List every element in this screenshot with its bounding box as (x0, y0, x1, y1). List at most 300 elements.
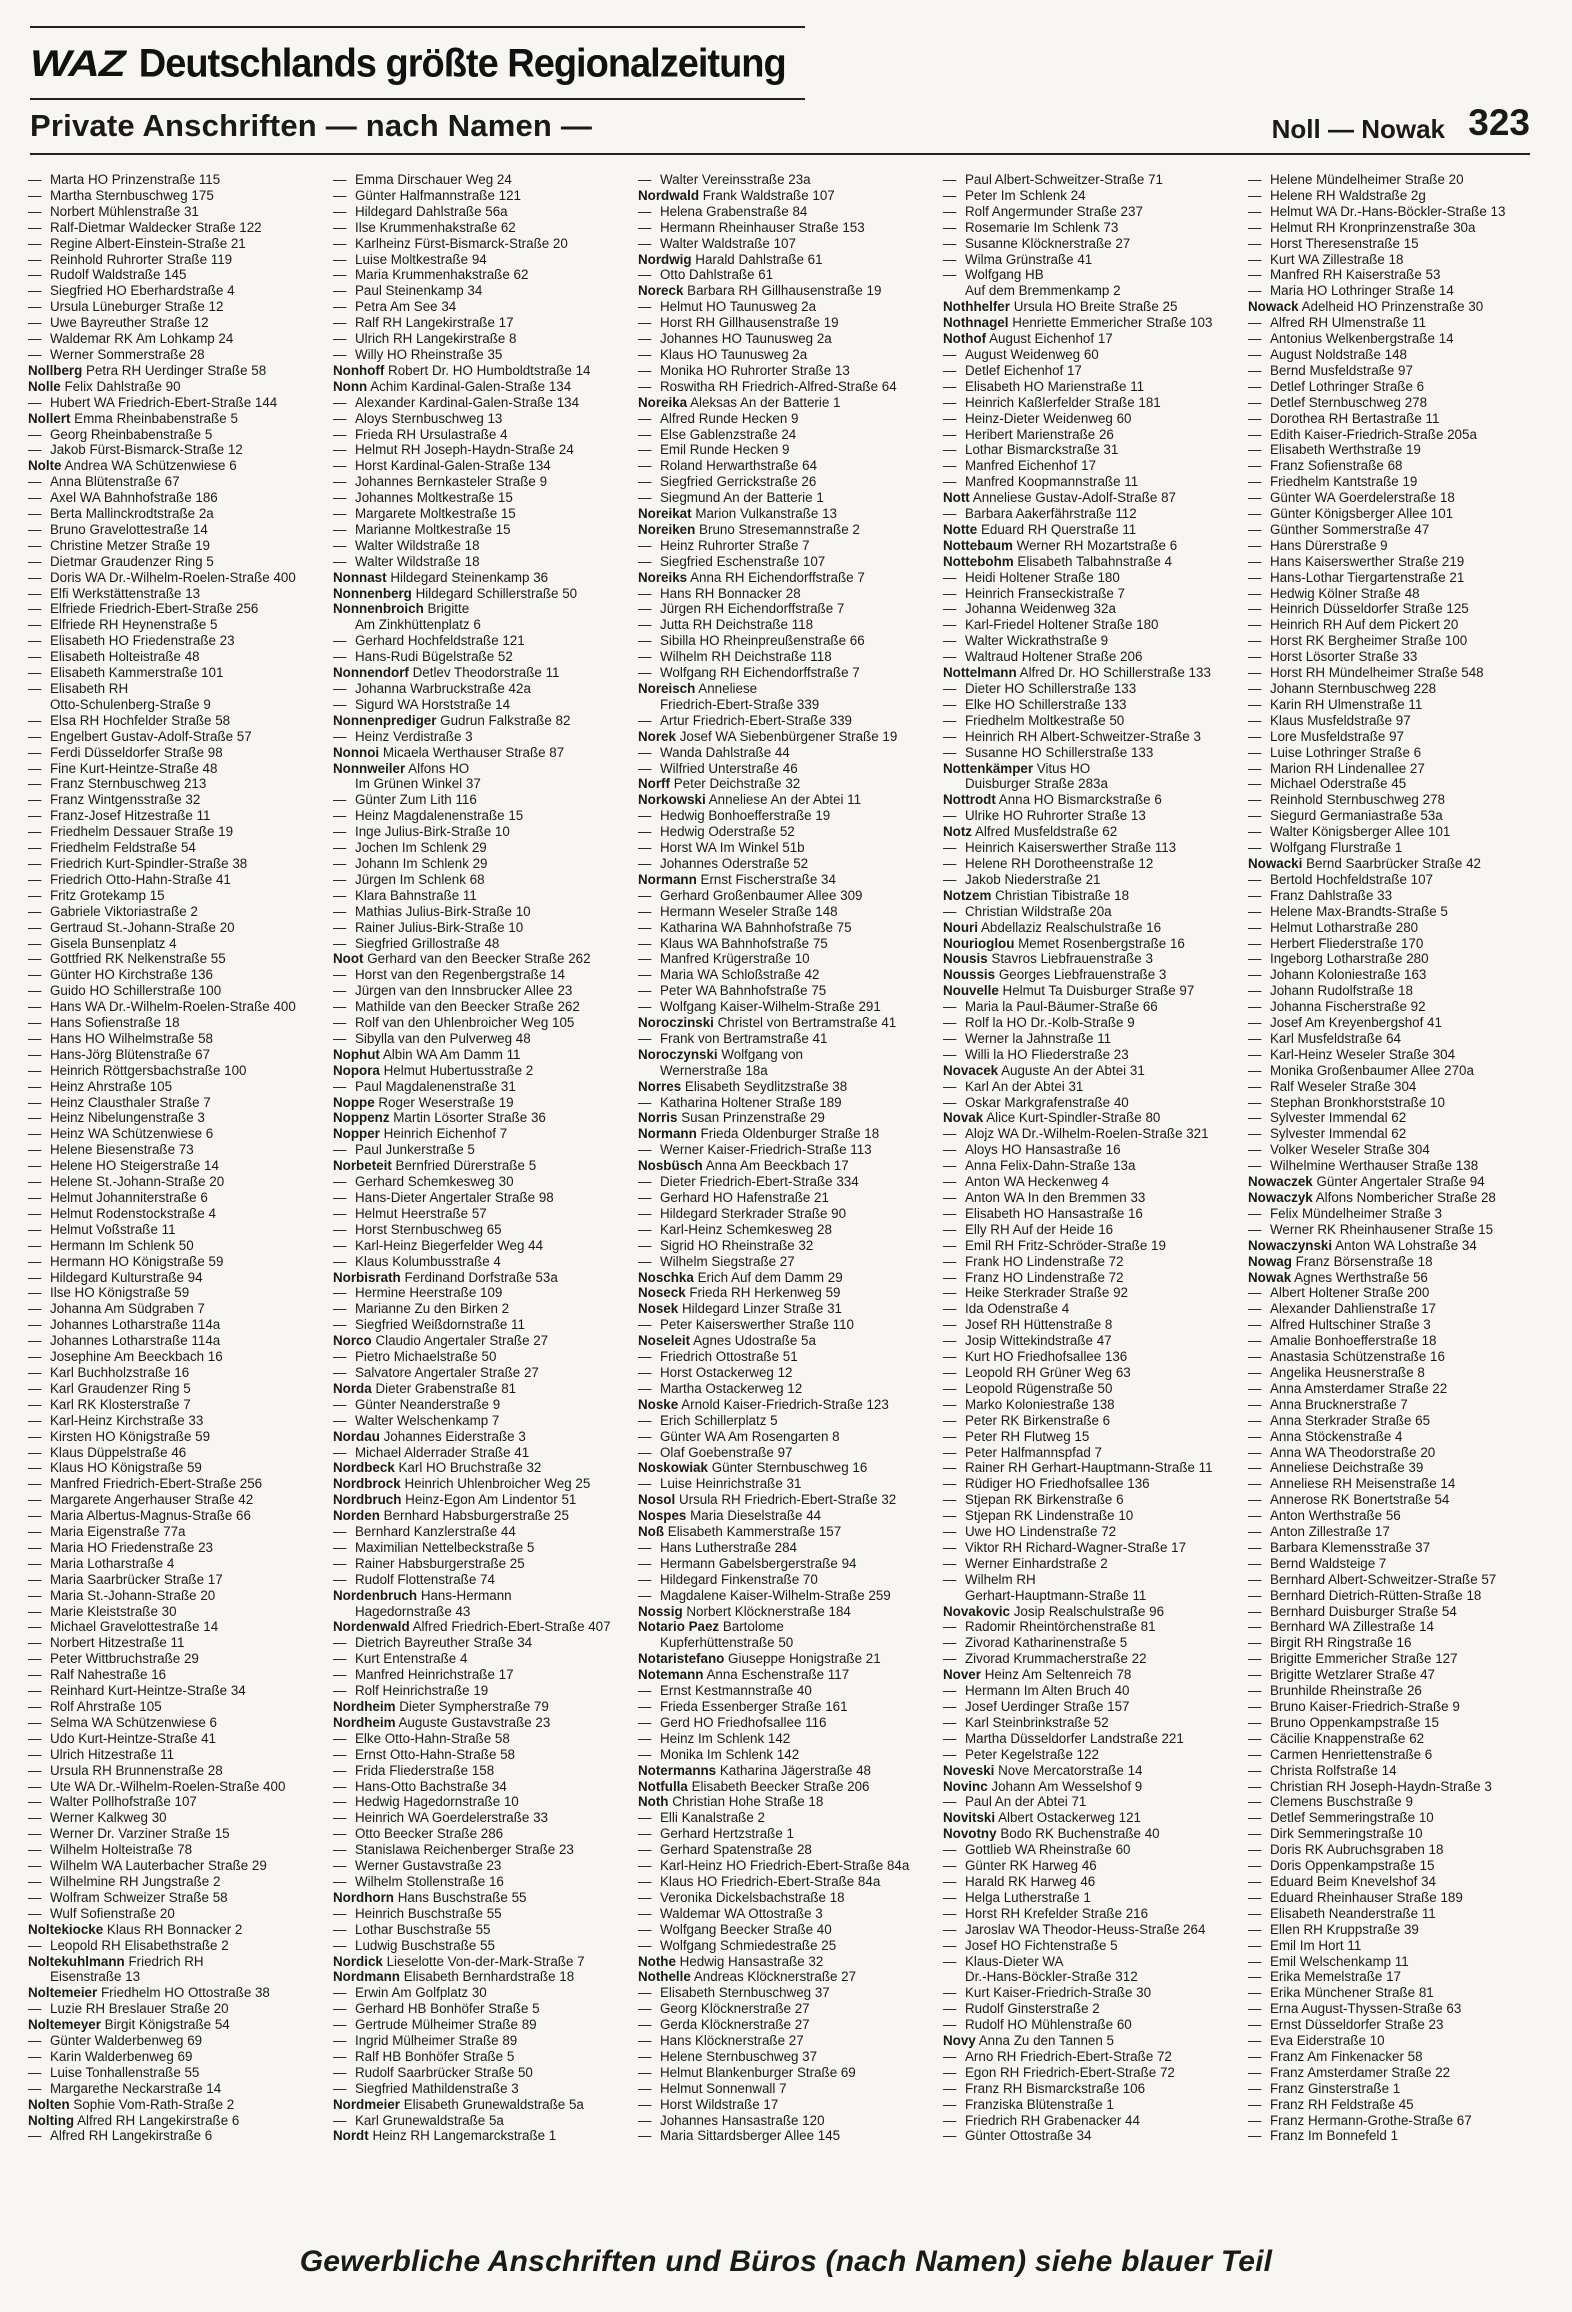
entry-text: Felix Dahlstraße 90 (64, 378, 181, 394)
directory-entry (943, 776, 1235, 792)
entry-text: Maria HO Lothringer Straße 14 (1270, 283, 1454, 299)
directory-entry (333, 2017, 625, 2033)
directory-entry (638, 1365, 930, 1381)
entry-text: Katharina Jägerstraße 48 (719, 1762, 871, 1778)
directory-entry (333, 1397, 625, 1413)
entry-text: Peter Kaiserswerther Straße 110 (660, 1317, 855, 1333)
directory-entry (28, 2097, 320, 2113)
directory-entry (638, 745, 930, 761)
entry-text: Hermann Im Schlenk 50 (50, 1237, 194, 1253)
entry-text: Karl RK Klosterstraße 7 (50, 1396, 191, 1412)
entry-text: Stavros Liebfrauenstraße 3 (991, 951, 1153, 967)
entry-text: Maria la Paul-Bäumer-Straße 66 (965, 999, 1158, 1015)
entry-text: Heinrich Buschstraße 55 (355, 1905, 502, 1921)
directory-entry (1248, 379, 1540, 395)
directory-entry (638, 586, 930, 602)
directory-entry (28, 904, 320, 920)
directory-entry (638, 1476, 930, 1492)
entry-text: Hans HO Wilhelmstraße 58 (50, 1030, 213, 1046)
entry-text: Bernhard Habsburgerstraße 25 (383, 1508, 569, 1524)
directory-entry (1248, 665, 1540, 681)
surname: Noreiks (638, 569, 688, 585)
directory-entry (333, 840, 625, 856)
surname: Nowacki (1248, 855, 1303, 871)
surname: Nothhelfer (943, 299, 1010, 315)
entry-text: Elsa RH Hochfelder Straße 58 (50, 712, 231, 728)
entry-text: Frieda RH Herkenweg 59 (689, 1285, 841, 1301)
entry-text: Kurt Entenstraße 4 (355, 1651, 468, 1667)
directory-entry (943, 999, 1235, 1015)
surname: Nordmann (333, 1969, 400, 1985)
directory-entry (28, 1715, 320, 1731)
directory-entry (28, 1190, 320, 1206)
directory-entry (943, 745, 1235, 761)
entry-text: Peter RK Birkenstraße 6 (965, 1412, 1111, 1428)
directory-entry (28, 1047, 320, 1063)
directory-entry (638, 299, 930, 315)
entry-text: Volker Weseler Straße 304 (1270, 1142, 1430, 1158)
directory-entry (943, 395, 1235, 411)
directory-entry (28, 1063, 320, 1079)
entry-text: Margarete Angerhauser Straße 42 (50, 1492, 254, 1508)
directory-entry (1248, 1890, 1540, 1906)
directory-entry (1248, 2081, 1540, 2097)
entry-text: Radomir Rheintörchenstraße 81 (965, 1619, 1156, 1635)
entry-text: Hermine Heerstraße 109 (355, 1285, 503, 1301)
entry-text: Rolf Angermunder Straße 237 (965, 203, 1143, 219)
directory-entry (638, 283, 930, 299)
entry-text: Friedrich Otto-Hahn-Straße 41 (50, 871, 231, 887)
entry-text: Helene Sternbuschweg 37 (660, 2048, 818, 2064)
directory-entry (333, 267, 625, 283)
surname: Nottebaum (943, 537, 1013, 553)
surname: Noussis (943, 967, 996, 983)
directory-entry (638, 458, 930, 474)
directory-entry (333, 236, 625, 252)
entry-text: Elisabeth Kammerstraße 157 (667, 1524, 842, 1540)
entry-text: Johann Rudolfstraße 18 (1270, 983, 1413, 999)
directory-entry (943, 1858, 1235, 1874)
entry-text: Bertold Hochfeldstraße 107 (1270, 871, 1434, 887)
entry-text: Friedrich RH (128, 1953, 204, 1969)
directory-entry (28, 649, 320, 665)
entry-text: Alice Kurt-Spindler-Straße 80 (986, 1110, 1161, 1126)
entry-text: Luise Lothringer Straße 6 (1270, 744, 1422, 760)
entry-text: Bernd Musfeldstraße 97 (1270, 362, 1413, 378)
entry-text: Walter Vereinsstraße 23a (660, 172, 811, 187)
entry-text: Franz Wintgensstraße 32 (50, 792, 201, 808)
entry-text: Robert Dr. HO Humboldtstraße 14 (388, 362, 591, 378)
entry-text: Harald RK Harweg 46 (965, 1873, 1096, 1889)
entry-text: Stjepan RK Birkenstraße 6 (965, 1492, 1124, 1508)
entry-text: Horst RK Bergheimer Straße 100 (1270, 633, 1468, 649)
directory-entry (28, 2001, 320, 2017)
entry-text: Maria Sittardsberger Allee 145 (660, 2128, 841, 2144)
entry-text: Franz Im Bonnefeld 1 (1270, 2128, 1399, 2144)
directory-entry (1248, 1619, 1540, 1635)
entry-text: Rudolf HO Mühlenstraße 60 (965, 2017, 1132, 2033)
entry-text: Günter Neanderstraße 9 (355, 1396, 501, 1412)
entry-text: Johanna Weidenweg 32a (965, 601, 1116, 617)
entry-text: Horst Kardinal-Galen-Straße 134 (355, 458, 551, 474)
directory-entry (638, 2017, 930, 2033)
directory-entry (943, 379, 1235, 395)
directory-entry (943, 1206, 1235, 1222)
entry-text: Manfred Friedrich-Ebert-Straße 256 (50, 1476, 263, 1492)
directory-entry (333, 188, 625, 204)
directory-entry (333, 1731, 625, 1747)
directory-entry (638, 1126, 930, 1142)
entry-text: Dieter HO Schillerstraße 133 (965, 681, 1137, 696)
directory-entry (1248, 1556, 1540, 1572)
directory-entry (1248, 490, 1540, 506)
surname: Nothof (943, 331, 987, 347)
directory-entry (638, 617, 930, 633)
directory-entry (638, 1842, 930, 1858)
entry-text: Siegfried Weißdornstraße 11 (355, 1317, 525, 1333)
entry-text: Arno RH Friedrich-Ebert-Straße 72 (965, 2048, 1172, 2064)
entry-text: Stanislawa Reichenberger Straße 23 (355, 1842, 574, 1858)
directory-entry (1248, 1445, 1540, 1461)
directory-entry (943, 1779, 1235, 1795)
surname: Nouvelle (943, 983, 999, 999)
entry-text: Ursula Lüneburger Straße 12 (50, 299, 224, 315)
directory-entry (333, 1476, 625, 1492)
entry-text: Helmut RH Kronprinzenstraße 30a (1270, 219, 1476, 235)
directory-entry (28, 967, 320, 983)
entry-text: Marion Vulkanstraße 13 (695, 506, 837, 522)
directory-entry (1248, 1095, 1540, 1111)
directory-entry (333, 379, 625, 395)
entry-text: Elisabeth Beecker Straße 206 (691, 1778, 870, 1794)
directory-entry (28, 315, 320, 331)
entry-text: Horst Sternbuschweg 65 (355, 1221, 502, 1237)
entry-text: Detlef Semmeringstraße 10 (1270, 1810, 1434, 1826)
surname: Nolte (28, 458, 62, 474)
entry-text: Frieda Oldenburger Straße 18 (700, 1126, 880, 1142)
entry-text: Peter Halfmannspfad 7 (965, 1444, 1102, 1460)
directory-entry (638, 1667, 930, 1683)
entry-text: Wolfgang RH Eichendorffstraße 7 (660, 665, 860, 681)
directory-entry (1248, 681, 1540, 697)
entry-text: Fritz Grotekamp 15 (50, 887, 165, 903)
entry-text: Eva Eiderstraße 10 (1270, 2033, 1385, 2049)
surname: Nottebohm (943, 553, 1014, 569)
directory-entry (333, 888, 625, 904)
directory-entry (1248, 983, 1540, 999)
directory-entry (638, 1890, 930, 1906)
entry-text: Hagedornstraße 43 (355, 1603, 471, 1619)
entry-text: Johann Am Wesselshof 9 (991, 1778, 1143, 1794)
directory-entry (943, 1683, 1235, 1699)
directory-entry (638, 1763, 930, 1779)
entry-text: Brigitte (427, 601, 470, 617)
directory-entry (28, 427, 320, 443)
surname: Nolting (28, 2112, 75, 2128)
entry-text: Hermann Weseler Straße 148 (660, 903, 838, 919)
directory-entry (333, 1635, 625, 1651)
directory-entry (943, 1079, 1235, 1095)
entry-text: Elisabeth Grunewaldstraße 5a (403, 2096, 584, 2112)
directory-entry (943, 411, 1235, 427)
entry-text: Elisabeth Werthstraße 19 (1270, 442, 1421, 458)
entry-text: Marion RH Lindenallee 27 (1270, 760, 1425, 776)
directory-entry (943, 299, 1235, 315)
entry-text: Vitus HO (1036, 760, 1091, 776)
entry-text: Günter Ottostraße 34 (965, 2128, 1092, 2144)
directory-entry (638, 2113, 930, 2129)
directory-entry (638, 1047, 930, 1063)
directory-entry (638, 395, 930, 411)
directory-entry (638, 1938, 930, 1954)
entry-text: Bodo RK Buchenstraße 40 (1000, 1826, 1160, 1842)
directory-entry (943, 713, 1235, 729)
directory-entry (943, 1015, 1235, 1031)
entry-text: Siegfried Gerrickstraße 26 (660, 474, 817, 490)
directory-entry (943, 1413, 1235, 1429)
entry-text: Hans-Dieter Angertaler Straße 98 (355, 1190, 554, 1205)
surname: Nordheim (333, 1714, 396, 1730)
directory-entry (943, 1238, 1235, 1254)
surname: Nollert (28, 410, 71, 426)
entry-text: Bruno Oppenkampstraße 15 (1270, 1714, 1439, 1730)
directory-entry (1248, 1317, 1540, 1333)
entry-text: Werner Kalkweg 30 (50, 1810, 167, 1826)
surname: Noß (638, 1524, 665, 1540)
entry-text: Johannes Moltkestraße 15 (355, 490, 513, 506)
directory-entry (28, 2128, 320, 2144)
surname: Nouri (943, 919, 978, 935)
entry-text: Günter WA Goerdelerstraße 18 (1270, 490, 1455, 506)
directory-entry (1248, 1158, 1540, 1174)
directory-entry (28, 2081, 320, 2097)
directory-entry (28, 681, 320, 697)
surname: Noltemeier (28, 1985, 98, 2001)
directory-entry (333, 1238, 625, 1254)
directory-entry (943, 554, 1235, 570)
directory-entry (943, 904, 1235, 920)
entry-text: Helene Max-Brandts-Straße 5 (1270, 903, 1448, 919)
directory-entry (28, 1206, 320, 1222)
directory-entry (28, 1079, 320, 1095)
surname: Nowaczek (1248, 1174, 1313, 1190)
directory-entry (638, 1317, 930, 1333)
entry-text: Hans-Otto Bachstraße 34 (355, 1778, 507, 1794)
entry-text: Alfred RH Ulmenstraße 11 (1270, 315, 1427, 331)
entry-text: Maria WA Schloßstraße 42 (660, 967, 820, 983)
directory-entry (333, 951, 625, 967)
directory-entry (28, 1460, 320, 1476)
surname: Noveski (943, 1762, 995, 1778)
entry-text: Alfons Nombericher Straße 28 (1315, 1190, 1496, 1205)
directory-entry (333, 983, 625, 999)
directory-entry (333, 1922, 625, 1938)
surname: Nordbeck (333, 1460, 395, 1476)
directory-entry (638, 522, 930, 538)
entry-text: Gudrun Falkstraße 82 (440, 712, 571, 728)
entry-text: Cäcilie Knappenstraße 62 (1270, 1730, 1425, 1746)
surname: Nowack (1248, 299, 1299, 315)
directory-entry (1248, 299, 1540, 315)
entry-text: Ralf Weseler Straße 304 (1270, 1078, 1417, 1094)
surname: Notermanns (638, 1762, 717, 1778)
directory-entry (638, 1270, 930, 1286)
entry-text: Gottfried RK Nelkenstraße 55 (50, 951, 226, 967)
surname: Nonnenprediger (333, 712, 437, 728)
directory-entry (638, 1588, 930, 1604)
directory-entry (638, 1969, 930, 1985)
directory-entry (333, 1492, 625, 1508)
entry-text: Anton Werthstraße 56 (1270, 1508, 1401, 1524)
directory-entry (638, 2049, 930, 2065)
entry-text: Helena Grabenstraße 84 (660, 203, 808, 219)
entry-text: Doris WA Dr.-Wilhelm-Roelen-Straße 400 (50, 569, 296, 585)
directory-entry (638, 1826, 930, 1842)
directory-entry (638, 1397, 930, 1413)
directory-entry (1248, 411, 1540, 427)
directory-entry (943, 1349, 1235, 1365)
directory-entry (638, 490, 930, 506)
entry-text: Georg Klöcknerstraße 27 (660, 2001, 810, 2017)
entry-text: Jakob Niederstraße 21 (965, 871, 1101, 887)
entry-text: Detlev Theodorstraße 11 (412, 665, 560, 681)
directory-entry (333, 1969, 625, 1985)
entry-text: Werner Gustavstraße 23 (355, 1858, 502, 1874)
entry-text: Helmut Voßstraße 11 (50, 1221, 176, 1237)
entry-text: Anastasia Schützenstraße 16 (1270, 1349, 1445, 1365)
entry-text: Elfriede RH Heynenstraße 5 (50, 617, 218, 633)
surname: Norda (333, 1380, 372, 1396)
directory-entry (1248, 1079, 1540, 1095)
entry-text: Berta Mallinckrodtstraße 2a (50, 506, 214, 522)
entry-text: Helmut WA Dr.-Hans-Böckler-Straße 13 (1270, 203, 1506, 219)
directory-entry (1248, 792, 1540, 808)
surname: Nordwald (638, 187, 700, 203)
surname: Noppe (333, 1094, 375, 1110)
directory-entry (1248, 1604, 1540, 1620)
directory-entry (28, 490, 320, 506)
directory-entry (333, 1126, 625, 1142)
entry-text: Otto Dahlstraße 61 (660, 267, 774, 283)
directory-entry (943, 2049, 1235, 2065)
directory-entry (28, 665, 320, 681)
entry-text: Jutta RH Deichstraße 118 (660, 617, 814, 633)
directory-entry (638, 1572, 930, 1588)
entry-text: Heinz Ahrstraße 105 (50, 1078, 173, 1094)
directory-entry (1248, 1763, 1540, 1779)
entry-text: Edith Kaiser-Friedrich-Straße 205a (1270, 426, 1477, 442)
directory-entry (333, 1095, 625, 1111)
directory-entry (1248, 2065, 1540, 2081)
entry-text: Günter WA Am Rosengarten 8 (660, 1428, 840, 1444)
directory-entry (28, 1492, 320, 1508)
directory-entry (28, 458, 320, 474)
surname: Novakovic (943, 1603, 1010, 1619)
entry-text: Kurt HO Friedhofsallee 136 (965, 1349, 1128, 1365)
directory-entry (333, 1063, 625, 1079)
directory-entry (28, 1699, 320, 1715)
entry-text: Gerda Klöcknerstraße 27 (660, 2017, 810, 2033)
entry-text: Albert Holtener Straße 200 (1270, 1285, 1430, 1301)
entry-text: Franz Börsenstraße 18 (1295, 1253, 1433, 1269)
entry-text: Agnes Udostraße 5a (693, 1333, 816, 1349)
directory-entry (943, 1651, 1235, 1667)
directory-entry (638, 2081, 930, 2097)
directory-entry (28, 522, 320, 538)
surname: Noske (638, 1396, 679, 1412)
directory-entry (333, 1890, 625, 1906)
entry-text: Barbara Aakerfährstraße 112 (965, 506, 1137, 522)
entry-text: Josephine Am Beeckbach 16 (50, 1349, 223, 1365)
page-number: 323 (1468, 102, 1530, 143)
directory-entry (1248, 1142, 1540, 1158)
masthead-rule (30, 98, 805, 100)
entry-text: Maximilian Nettelbeckstraße 5 (355, 1539, 535, 1555)
directory-entry (28, 920, 320, 936)
entry-text: Hans-Rudi Bügelstraße 52 (355, 649, 513, 665)
directory-entry (638, 776, 930, 792)
entry-text: Helmut Hubertusstraße 2 (383, 1062, 534, 1078)
entry-text: Werner RH Mozartstraße 6 (1016, 537, 1178, 553)
surname: Noroczynski (638, 1046, 718, 1062)
directory-entry (333, 554, 625, 570)
directory-entry (943, 2065, 1235, 2081)
directory-entry (28, 220, 320, 236)
entry-text: Stephan Bronkhorststraße 10 (1270, 1094, 1445, 1110)
directory-entry (943, 204, 1235, 220)
entry-text: Birgit RH Ringstraße 16 (1270, 1635, 1412, 1651)
directory-entry (333, 522, 625, 538)
surname: Norden (333, 1508, 380, 1524)
directory-entry (333, 1158, 625, 1174)
directory-entry (1248, 1922, 1540, 1938)
directory-entry (333, 1683, 625, 1699)
directory-entry (333, 1015, 625, 1031)
entry-text: Rainer Habsburgerstraße 25 (355, 1555, 525, 1571)
directory-entry (333, 2065, 625, 2081)
entry-text: Franz Hermann-Grothe-Straße 67 (1270, 2112, 1472, 2128)
directory-entry (638, 1413, 930, 1429)
directory-entry (333, 1794, 625, 1810)
directory-entry (638, 1174, 930, 1190)
surname: Novinc (943, 1778, 988, 1794)
entry-text: Ilse HO Königstraße 59 (50, 1285, 190, 1301)
surname: Novitski (943, 1810, 996, 1826)
entry-text: Alfred Dr. HO Schillerstraße 133 (1019, 665, 1211, 681)
directory-entry (638, 1031, 930, 1047)
entry-text: Kupferhüttenstraße 50 (660, 1635, 794, 1651)
directory-entry (28, 379, 320, 395)
directory-entry (333, 2128, 625, 2144)
entry-text: Anna HO Bismarckstraße 6 (998, 792, 1162, 808)
entry-text: Heinz Verdistraße 3 (355, 728, 473, 744)
directory-entry (333, 824, 625, 840)
entry-text: Josip Wittekindstraße 47 (965, 1333, 1112, 1349)
entry-text: Erna August-Thyssen-Straße 63 (1270, 2001, 1462, 2017)
entry-text: Johanna Warbruckstraße 42a (355, 681, 531, 696)
directory-entry (638, 1492, 930, 1508)
directory-entry (1248, 776, 1540, 792)
directory-entry (1248, 2017, 1540, 2033)
directory-entry (638, 442, 930, 458)
entry-text: Heinrich Eichenhof 7 (383, 1126, 508, 1142)
directory-entry (333, 204, 625, 220)
directory-entry (638, 856, 930, 872)
entry-text: Walter Waldstraße 107 (660, 235, 796, 251)
entry-text: Hubert WA Friedrich-Ebert-Straße 144 (50, 394, 278, 410)
directory-entry (333, 347, 625, 363)
directory-entry (1248, 1397, 1540, 1413)
